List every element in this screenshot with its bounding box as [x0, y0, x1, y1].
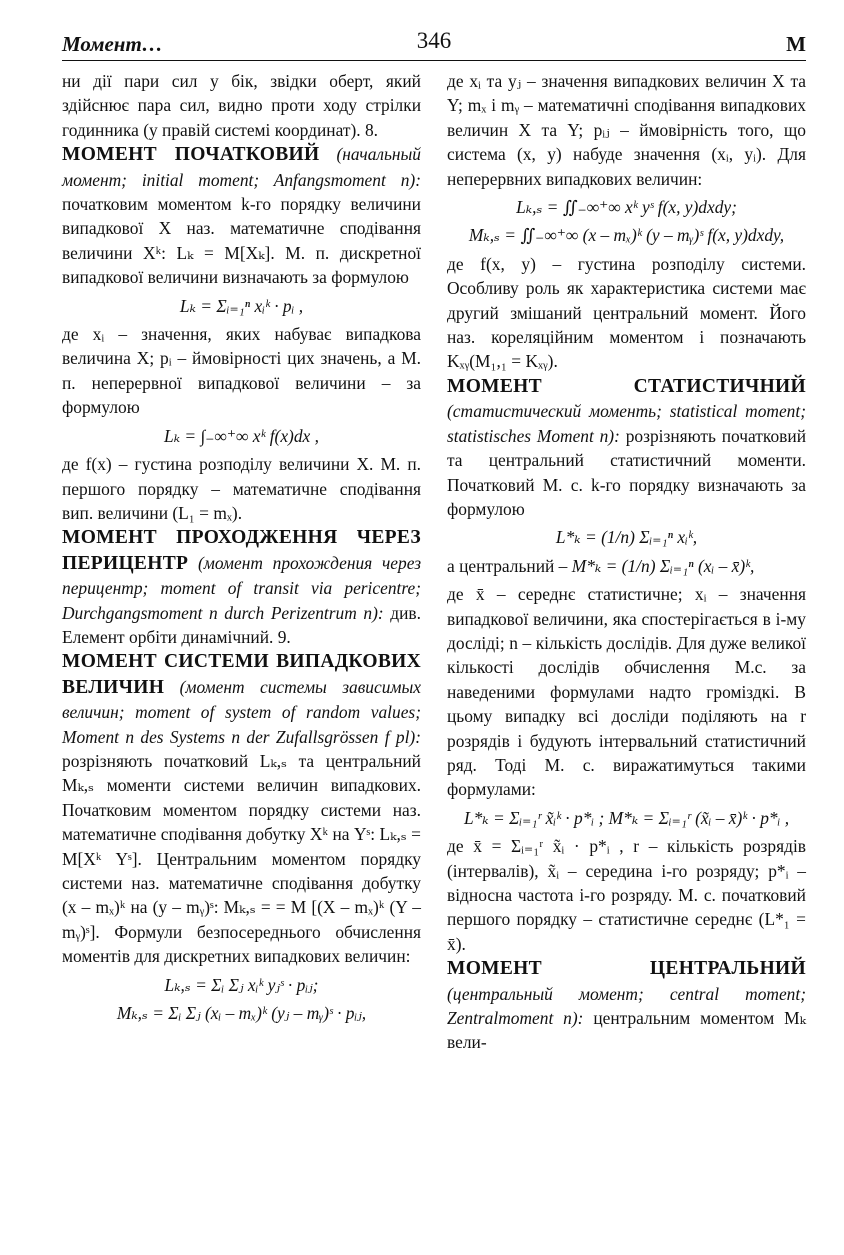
right-column [447, 69, 806, 1055]
formula: Lₖ = Σᵢ₌₁ⁿ xᵢᵏ · pᵢ , [179, 295, 304, 316]
paragraph: де f(x, y) – густина розподілу системи. Особливу роль як характеристика системи має другий змішаний центральний момент. Його наз. кореляційним моментом і позначають Kₓᵧ(M₁,₁ = Kₓᵧ). [447, 253, 806, 372]
entry-headword: МОМЕНТ ПОЧАТКОВИЙ [62, 144, 320, 166]
entry-text: де x̄ = Σᵢ₌₁ʳ x̃ᵢ · p*ᵢ , r – кількість розрядів (інтервалів), x̃ᵢ – середина i-го розряду; p*ᵢ – відносна частота i-го розряду. М. с. початковий першого порядку – статистичне середнє (L*₁ = x̄). [447, 836, 806, 954]
entry-headword: МОМЕНТ ПРОХОДЖЕННЯ ЧЕРЕЗ ПЕРИЦЕНТР [62, 527, 421, 574]
formula: Mₖ,ₛ = ∬₋∞⁺∞ (x – mₓ)ᵏ (y – mᵧ)ˢ f(x, y)dxdy, [468, 225, 785, 246]
formula: L*ₖ = Σᵢ₌₁ʳ x̃ᵢᵏ · p*ᵢ ; M*ₖ = Σᵢ₌₁ʳ (x̃ᵢ – x̄)ᵏ · p*ᵢ , [463, 807, 790, 828]
entry-moment-statystychnyi [447, 374, 806, 521]
left-column [62, 69, 421, 1055]
page-number: 346 [416, 28, 452, 53]
entry-text: де f(x) – густина розподілу величини X. М. п. першого порядку – математичне сподівання вип. величини (L₁ = mₓ). [62, 454, 421, 523]
entry-translations: (центральный момент; central moment; Zentralmoment n): [447, 983, 806, 1029]
formula: Lₖ = ∫₋∞⁺∞ xᵏ f(x)dx , [164, 425, 319, 446]
entry-translations: (момент прохождения через перицентр; moment of transit via pericentre; Durchgangsmoment n durch Perizentrum n): [62, 552, 421, 623]
formula: L*ₖ = (1/n) Σᵢ₌₁ⁿ xᵢᵏ, [555, 527, 698, 548]
entry-text: див. Елемент орбіти динамічний. 9. [62, 602, 421, 647]
running-head: Момент… [62, 32, 163, 56]
entry-headword: МОМЕНТ СТАТИСТИЧНИЙ [447, 375, 806, 397]
entry-text: де xᵢ – значення, яких набуває випадкова величина X; pᵢ – ймовірності цих значень, а М. п. неперервної випадкової величини – за формулою [62, 324, 421, 418]
entry-translations: (начальный момент; initial moment; Anfangsmoment n): [62, 144, 421, 190]
section-letter: М [786, 32, 806, 56]
entry-headword: МОМЕНТ ЦЕНТРАЛЬНИЙ [447, 958, 806, 980]
entry-translations: (момент системы зависимых величин; moment of system of random values; Moment n des Systems n der Zufallsgrössen f pl): [62, 676, 421, 747]
entry-text: початковим моментом k-го порядку величини випадкової X наз. математичне сподівання величини Xᵏ: Lₖ = M[Xₖ]. М. п. дискретної випадкової величини визначають за формулою [62, 194, 421, 288]
entry-text: розрізняють початковий Lₖ,ₛ та центральний Mₖ,ₛ моменти системи величин випадкових. Початковим моментом порядку системи наз. математичне сподівання добутку Xᵏ на Yˢ: Lₖ,ₛ = M[Xᵏ Yˢ]. Центральним моментом порядку системи наз. математичне сподівання добутку (x – mₓ)ᵏ на (y – mᵧ)ˢ: Mₖ,ₛ = = M [(X – mₓ)ᵏ (Y – mᵧ)ˢ]. Формули безпосереднього обчислення моментів для дискретних випадкових величин: [62, 750, 421, 967]
paragraph: ни дії пари сил у бік, звідки оберт, який здійснює пара сил, видно проти ходу стрілки годинника (у правій системі координат). 8. [62, 71, 421, 140]
entry-text: центральним моментом Mₖ вели- [447, 1008, 806, 1053]
entry-translations: (статистический моменть; statistical moment; statistisches Moment n): [447, 401, 806, 446]
entry-text: де x̄ – середнє статистичне; xᵢ – значення випадкової величини, яка спостерігається в i-му досліді; n – кількість дослідів. Для дуже великої кількості дослідів обчислення М.с. за наведеними формулами надто громіздкі. В цьому випадку всі досліди поділяють на r розрядів і будують інтервальний статистичний ряд. Тоді М. с. виражатимуться такими формулами: [447, 584, 806, 800]
header-rule [62, 60, 806, 61]
entry-moment-tsentralnyi [447, 956, 806, 1055]
paragraph: де xᵢ та yⱼ – значення випадкових величин X та Y; mₓ і mᵧ – математичні сподівання випадкових величин X та Y; pᵢⱼ – ймовірність того, що система (x, y) набуде значення (xᵢ, yᵢ). Для неперервних випадкових величин: [447, 71, 806, 189]
entry-moment-pochatkovyi [62, 142, 421, 289]
formula: а центральний – M*ₖ = (1/n) Σᵢ₌₁ⁿ (xᵢ – x̄)ᵏ, [447, 555, 755, 576]
entry-moment-prokhodzhennia [62, 525, 421, 649]
formula: Lₖ,ₛ = ∬₋∞⁺∞ xᵏ yˢ f(x, y)dxdy; [516, 197, 737, 218]
formula: Lₖ,ₛ = Σᵢ Σⱼ xᵢᵏ yⱼˢ · pᵢⱼ; [164, 974, 319, 995]
entry-headword: МОМЕНТ СИСТЕМИ ВИПАДКОВИХ ВЕЛИЧИН [62, 651, 421, 698]
entry-text: розрізняють початковий та центральний статистичний моменти. Початковий М. с. k-го порядку визначають за формулою [447, 425, 806, 519]
formula: Mₖ,ₛ = Σᵢ Σⱼ (xᵢ – mₓ)ᵏ (yⱼ – mᵧ)ˢ · pᵢⱼ, [116, 1003, 367, 1024]
page-header [62, 28, 806, 58]
entry-moment-systemy [62, 649, 421, 968]
